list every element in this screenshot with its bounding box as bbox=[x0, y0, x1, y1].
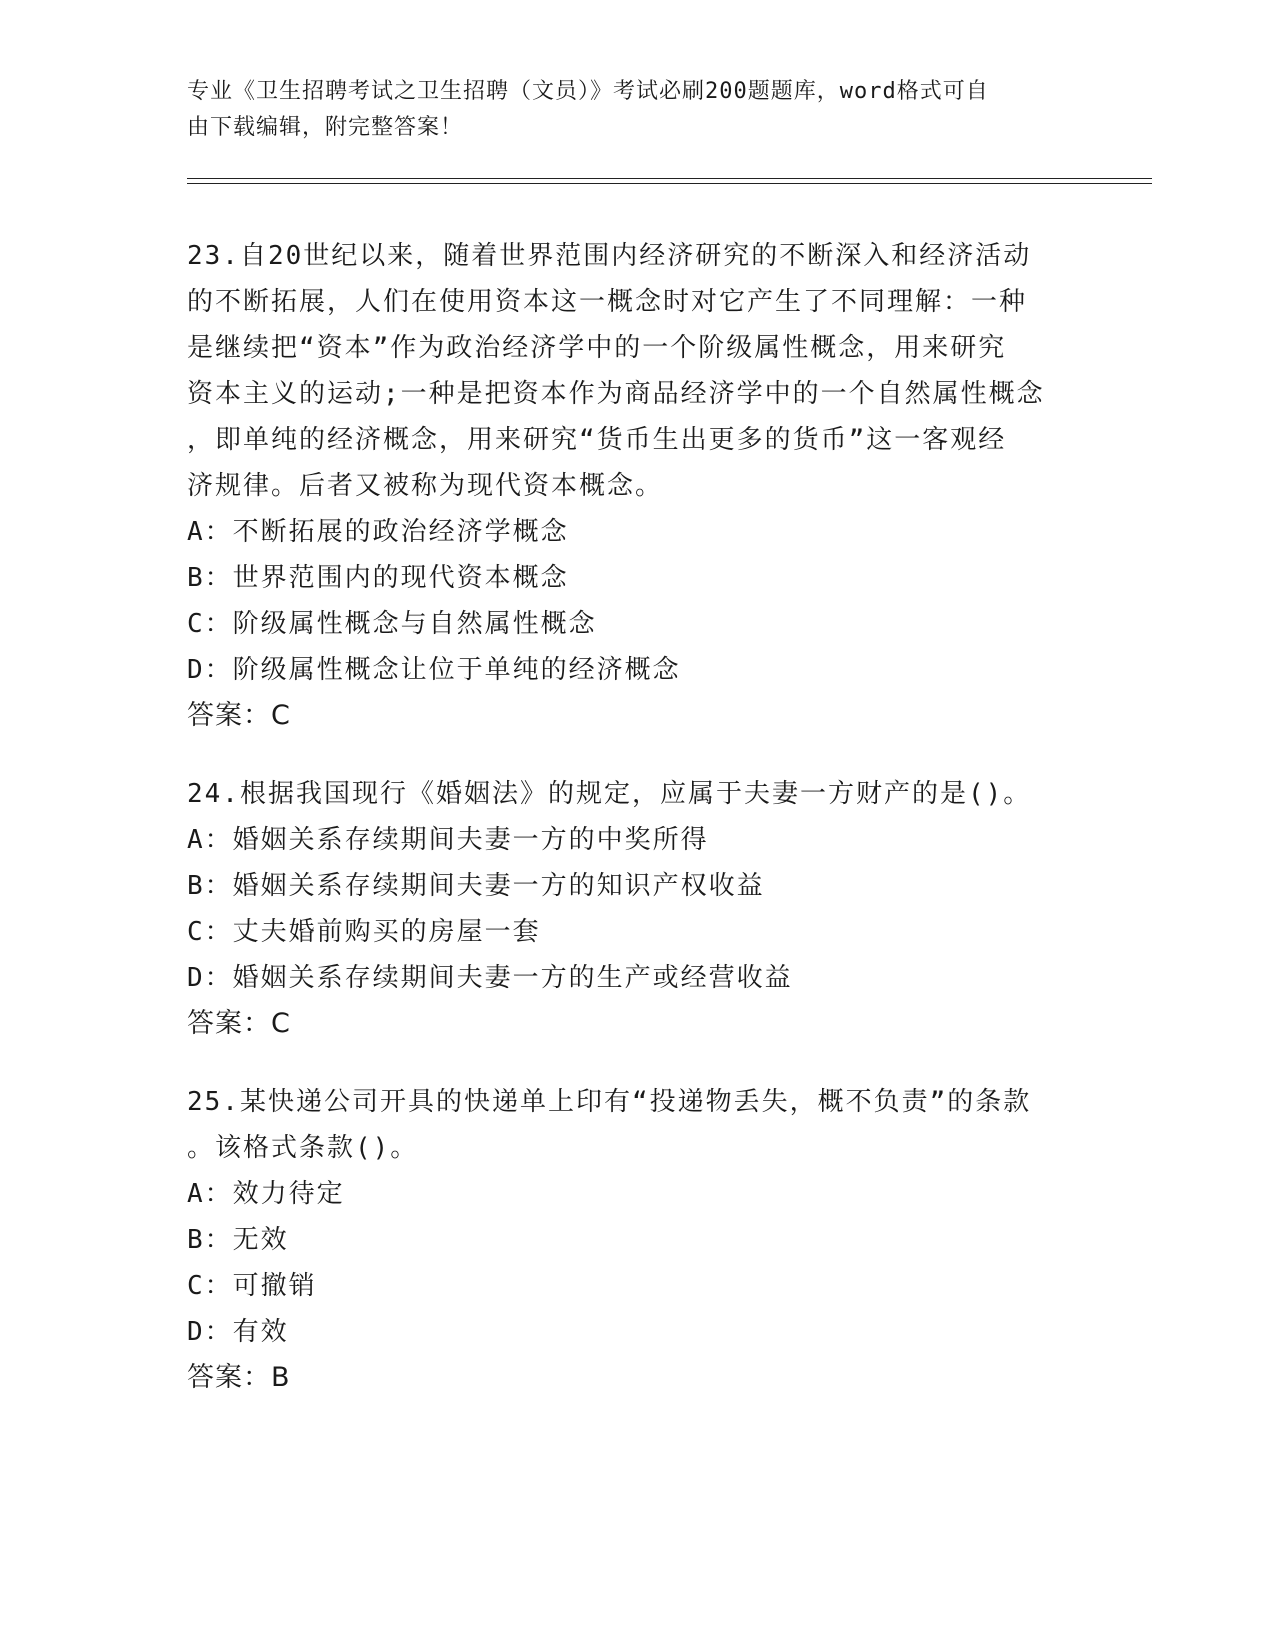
answer-line: 答案：B bbox=[187, 1362, 291, 1393]
question-23 bbox=[187, 233, 1087, 739]
question-list bbox=[187, 233, 1087, 1433]
answer-line: 答案：C bbox=[187, 700, 291, 731]
question-25 bbox=[187, 1079, 1087, 1401]
question-stem: 23.自20世纪以来，随着世界范围内经济研究的不断深入和经济活动 的不断拓展，人们在使用资本这一概念时对它产生了不同理解：一种 是继续把“资本”作为政治经济学中的一个阶级属性概念，用来研究 资本主义的运动;一种是把资本作为商品经济学中的一个自然属性概念 ，即单纯的经济概念，用来研究“货币生出更多的货币”这一客观经 济规律。后者又被称为现代资本概念。 bbox=[187, 241, 1045, 501]
option-d: D：阶级属性概念让位于单纯的经济概念 bbox=[187, 655, 681, 685]
option-a: A：不断拓展的政治经济学概念 bbox=[187, 517, 569, 547]
option-c: C：丈夫婚前购买的房屋一套 bbox=[187, 917, 541, 947]
option-c: C：可撤销 bbox=[187, 1271, 317, 1301]
option-a: A：效力待定 bbox=[187, 1179, 345, 1209]
question-stem: 24.根据我国现行《婚姻法》的规定，应属于夫妻一方财产的是()。 bbox=[187, 779, 1032, 809]
document-header: 专业《卫生招聘考试之卫生招聘（文员）》考试必刷200题题库，word格式可自 由下载编辑，附完整答案！ bbox=[187, 79, 989, 140]
option-c: C：阶级属性概念与自然属性概念 bbox=[187, 609, 597, 639]
question-24 bbox=[187, 771, 1087, 1047]
header-divider-bottom bbox=[187, 183, 1152, 184]
question-stem: 25.某快递公司开具的快递单上印有“投递物丢失，概不负责”的条款 。该格式条款()。 bbox=[187, 1087, 1032, 1163]
header-divider-top bbox=[187, 178, 1152, 179]
answer-line: 答案：C bbox=[187, 1008, 291, 1039]
option-d: D：婚姻关系存续期间夫妻一方的生产或经营收益 bbox=[187, 963, 793, 993]
option-b: B：婚姻关系存续期间夫妻一方的知识产权收益 bbox=[187, 871, 765, 901]
option-a: A：婚姻关系存续期间夫妻一方的中奖所得 bbox=[187, 825, 709, 855]
option-d: D：有效 bbox=[187, 1317, 289, 1347]
option-b: B：世界范围内的现代资本概念 bbox=[187, 563, 569, 593]
option-b: B：无效 bbox=[187, 1225, 289, 1255]
